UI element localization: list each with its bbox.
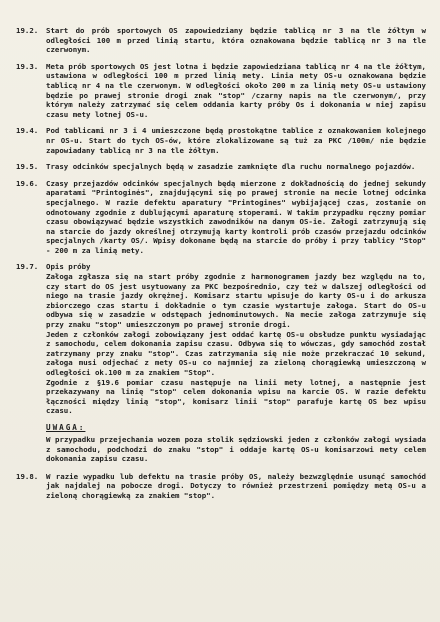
uwaga-note: [46, 423, 426, 464]
section-number: 19.4.: [16, 126, 39, 136]
section-body: [46, 62, 426, 120]
section-number: 19.8.: [16, 471, 39, 481]
section-text: Pod tablicami nr 3 i 4 umieszczone będą prostokątne tablice z oznakowaniem kolejnego nr OS-u. Start do tych OS-ów, które zlokalizowane są tuż za PKC /100m/ nie będzie zapowiadany tablicą nr 3 na tle żółtym.: [46, 126, 426, 155]
section-19-7: [16, 262, 426, 416]
section-body: [46, 262, 426, 416]
section-19-3: [16, 62, 426, 120]
section-19-4: [16, 126, 426, 155]
section-19-6: [16, 179, 426, 256]
section-number: 19.2.: [16, 26, 39, 35]
section-number: 19.6.: [16, 178, 39, 188]
section-text: Opis próby Załoga zgłasza się na start próby zgodnie z harmonogramem jazdy bez względu na to, czy start do OS jest usytuowany za PKC bezpośrednio, czy też w dalszej odległości od niego na trasie jazdy okrężnej. Komisarz startu wpisuje do karty OS-u i do arkusza zbiorczego czas startu i dokładnie o tym czasie wystartuje załoga. Start do OS-u odbywa się w zasadzie w odstępach jednominutowych. Na mecie załoga zatrzymuje się przy znaku "stop" umieszczonym po prawej stronie drogi. Jeden z członków załogi zobowiązany jest oddać kartę OS-u obsłudze punktu wysiadając z samochodu, celem dokonania zapisu czasu. Odbywa się to wówczas, gdy samochód został zatrzymany przy znaku "stop". Czas zatrzymania się nie może przekraczać 10 sekund, załoga musi odjechać z mety OS-u co najmniej za zieloną chorągiewką umieszczoną w odległości ok.100 m za znakiem "Stop". Zgodnie z §19.6 pomiar czasu następuje na linii mety lotnej, a następnie jest przekazywany na linię "stop" celem dokonania wpisu na karcie OS. W razie defektu łączności między linią "stop", komisarz linii "stop" parafuje kartę OS bez wpisu czasu.: [46, 262, 426, 416]
uwaga-title: UWAGA:: [46, 422, 86, 432]
section-text: Meta prób sportowych OS jest lotna i będzie zapowiedziana tablicą nr 4 na tle żółtym, ustawiona w odległości 100 m przed linią mety. Linia mety OS-u oznakowana będzie tablicą nr 4 na tle czerwonym. W odległości około 200 m za linią mety OS-u ustawiony będzie po prawej stronie drogi znak "stop" /czarny napis na tle czerwonym/, przy którym należy zatrzymać się celem oddania karty próby Os i dokonania w niej zapisu czasu mety lotnej OS-u.: [46, 61, 426, 119]
section-text: Start do prób sportowych OS zapowiedziany będzie tablicą nr 3 na tle żółtym w odległości 100 m przed linią startu, która oznakowana będzie tablicą nr 3 na tle czerwonym.: [46, 26, 426, 55]
section-text: W razie wypadku lub defektu na trasie próby OS, należy bezwzględnie usunąć samochód jak najdalej na pobocze drogi. Dotyczy to również przestrzeni pomiędzy metą OS-u a zieloną chorągiewką za znakiem "stop".: [46, 471, 426, 500]
section-19-2: [16, 26, 426, 55]
section-text: Trasy odcinków specjalnych będą w zasadzie zamknięte dla ruchu normalnego pojazdów.: [46, 162, 416, 172]
section-body: [46, 472, 426, 501]
section-19-8: [16, 472, 426, 501]
uwaga-text: W przypadku przejechania wozem poza stolik sędziowski jeden z członków załogi wysiada z samochodu, podchodzi do znaku "stop" i oddaje kartę OS-u komisarzowi mety celem dokonania zapisu czasu.: [46, 434, 426, 464]
section-number: 19.3.: [16, 61, 39, 71]
section-19-5: [16, 162, 426, 172]
section-body: [46, 126, 426, 155]
section-number: 19.5.: [16, 162, 39, 172]
section-text: Czasy przejazdów odcinków specjalnych będą mierzone z dokładnością do jednej sekundy aparatami "Printoginės", znajdującymi się po prawej stronie na mecie lotnej odcinka specjalnego. W razie defektu aparatury "Printogines" wybijającej czas, zostanie on odnotowany zgodnie z dublującymi aparaturę stoperami. W takim przypadku ręczny pomiar czasu obowiązywać będzie wszystkich zawodników na danym OS-ie. Załogi zatrzymują się na starcie do jazdy określnej otrzymują karty kontroli prób czasów przejazdu odcinków specjalnych /karty OS/. Wpisy dokonane będą na starcie do próby i przy tablicy "Stop" - 200 m za linią mety.: [46, 178, 426, 255]
section-body: [46, 179, 426, 256]
section-number: 19.7.: [16, 262, 39, 272]
section-body: [46, 162, 426, 172]
section-body: [46, 26, 426, 55]
